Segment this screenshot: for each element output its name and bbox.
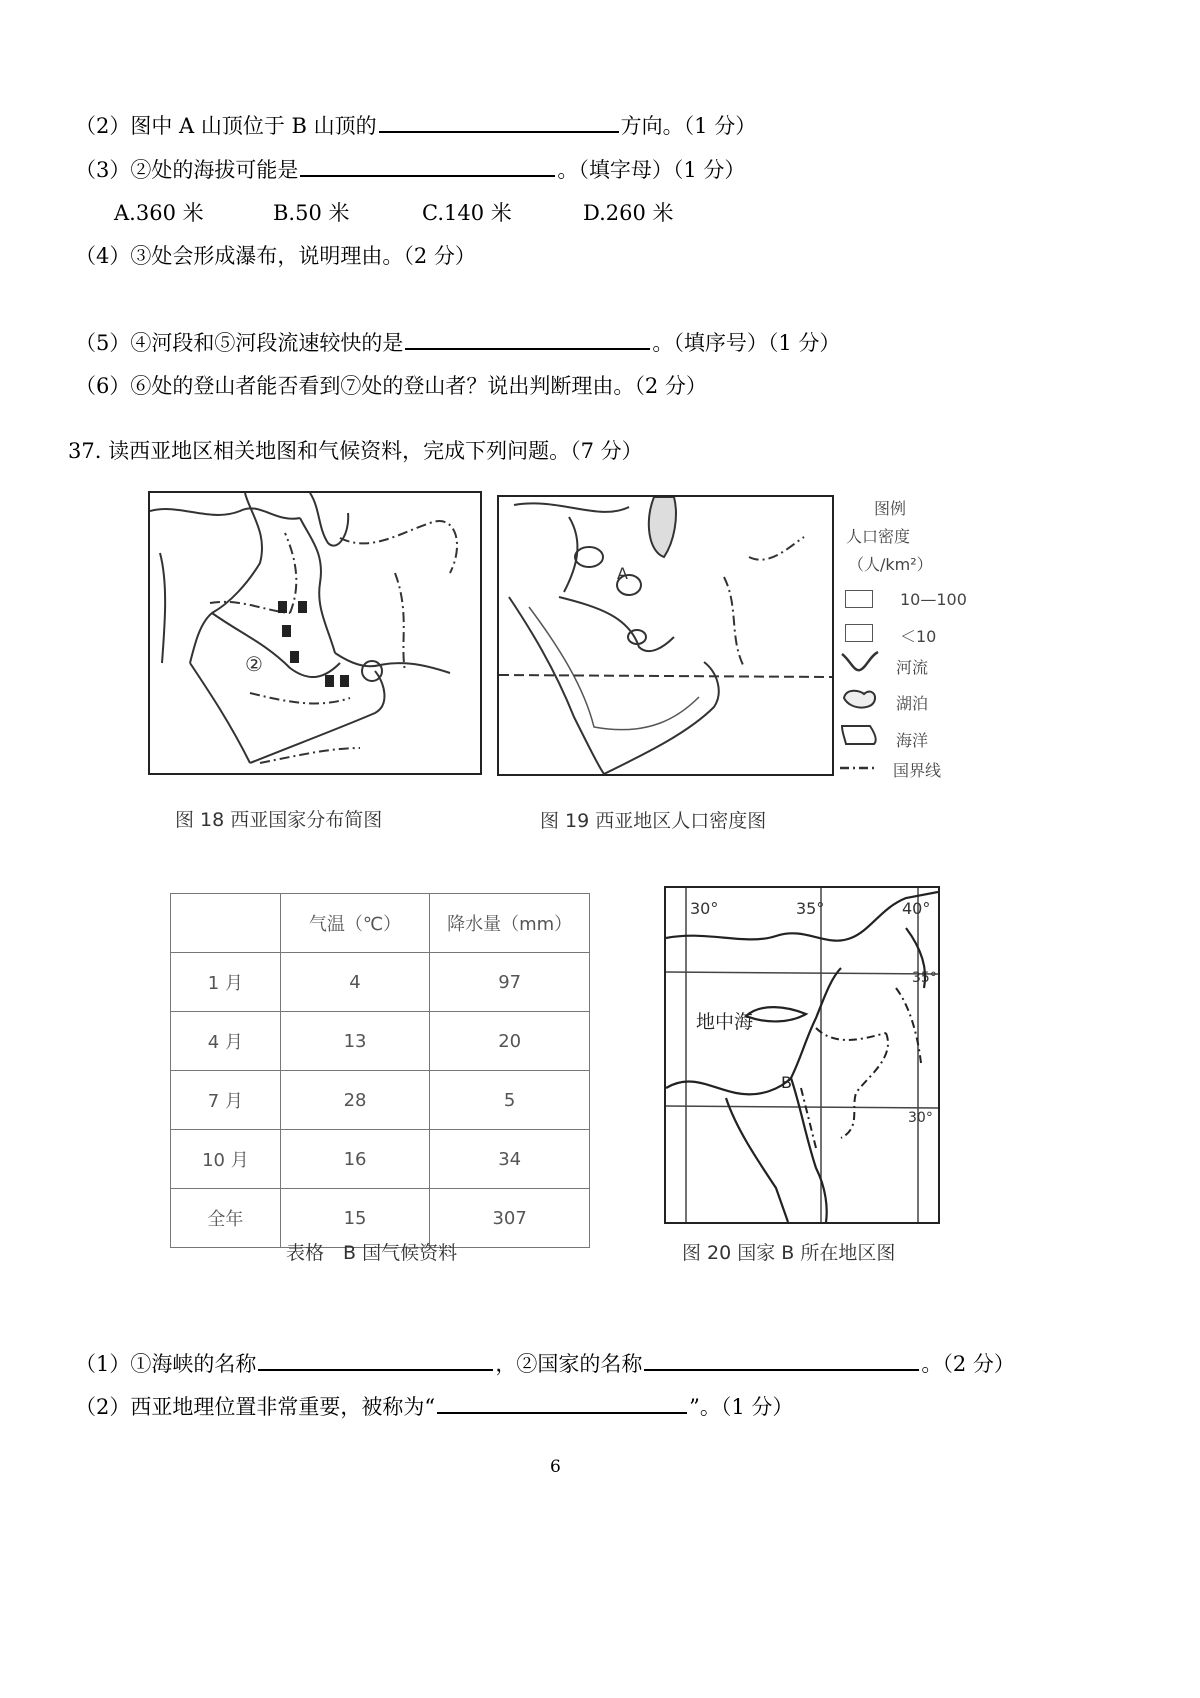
river-icon bbox=[840, 650, 880, 676]
q36-part4: （4）③处会形成瀑布，说明理由。（2 分） bbox=[75, 244, 476, 268]
lat-label-30: 30° bbox=[908, 1110, 933, 1126]
table-cell: 20 bbox=[430, 1012, 590, 1071]
legend-dense: 10—100 bbox=[900, 590, 967, 609]
legend-unit: （人/km²） bbox=[848, 555, 933, 574]
fig20-map bbox=[664, 886, 940, 1224]
table-header: 降水量（mm） bbox=[430, 894, 590, 953]
label-b: B bbox=[781, 1073, 792, 1092]
fig19-caption: 图 19 西亚地区人口密度图 bbox=[540, 810, 767, 832]
legend-lake: 湖泊 bbox=[896, 694, 929, 713]
lat-label-35: 35° bbox=[912, 970, 937, 986]
table-cell: 10 月 bbox=[171, 1130, 281, 1189]
lon-label-30: 30° bbox=[690, 899, 719, 918]
lon-label-35: 35° bbox=[796, 899, 825, 918]
answer-blank[interactable] bbox=[405, 328, 650, 350]
table-cell: 7 月 bbox=[171, 1071, 281, 1130]
table-cell: 15 bbox=[280, 1189, 430, 1248]
table-row bbox=[171, 953, 590, 1012]
legend-title: 图例 bbox=[874, 499, 907, 518]
answer-blank[interactable] bbox=[437, 1392, 687, 1414]
label-circle-2: ② bbox=[245, 652, 263, 676]
answer-blank[interactable] bbox=[300, 155, 555, 177]
answer-blank[interactable] bbox=[379, 111, 619, 133]
ocean-icon bbox=[840, 722, 880, 748]
table-header-row bbox=[171, 894, 590, 953]
country-b-region-map bbox=[666, 888, 938, 1222]
table-cell: 4 bbox=[280, 953, 430, 1012]
lake-icon bbox=[840, 686, 880, 712]
legend-river: 河流 bbox=[896, 658, 929, 677]
table-cell: 34 bbox=[430, 1130, 590, 1189]
option-a: A.360 米 bbox=[114, 201, 204, 225]
table-caption: 表格 B 国气候资料 bbox=[286, 1242, 458, 1264]
q37-title: 37. 读西亚地区相关地图和气候资料，完成下列问题。（7 分） bbox=[68, 439, 643, 463]
border-line-icon bbox=[840, 762, 880, 774]
fig18-map bbox=[148, 491, 482, 775]
option-c: C.140 米 bbox=[422, 201, 512, 225]
west-asia-country-map bbox=[150, 493, 480, 773]
legend-swatch-dense bbox=[845, 590, 873, 608]
answer-blank[interactable] bbox=[644, 1349, 919, 1371]
q36-part6: （6）⑥处的登山者能否看到⑦处的登山者？说出判断理由。（2 分） bbox=[75, 374, 707, 398]
sea-label: 地中海 bbox=[696, 1011, 754, 1033]
legend-ocean: 海洋 bbox=[896, 731, 929, 750]
table-cell: 97 bbox=[430, 953, 590, 1012]
fig18-caption: 图 18 西亚国家分布简图 bbox=[175, 809, 383, 831]
legend-border: 国界线 bbox=[893, 761, 942, 780]
table-header: 气温（℃） bbox=[280, 894, 430, 953]
legend-sparse: ＜10 bbox=[900, 627, 937, 646]
table-cell: 4 月 bbox=[171, 1012, 281, 1071]
answer-blank[interactable] bbox=[258, 1349, 493, 1371]
page-number: 6 bbox=[550, 1457, 561, 1477]
table-header bbox=[171, 894, 281, 953]
fig20-caption: 图 20 国家 B 所在地区图 bbox=[682, 1242, 896, 1264]
table-cell: 5 bbox=[430, 1071, 590, 1130]
climate-table bbox=[170, 893, 590, 1248]
population-density-map bbox=[499, 497, 832, 774]
fig19-map bbox=[497, 495, 834, 776]
lon-label-40: 40° bbox=[902, 899, 931, 918]
legend-swatch-sparse bbox=[845, 624, 873, 642]
option-d: D.260 米 bbox=[583, 201, 674, 225]
q37-part1: （1）①海峡的名称 ，②国家的名称 。（2 分） bbox=[75, 1349, 1015, 1378]
table-cell: 28 bbox=[280, 1071, 430, 1130]
table-row bbox=[171, 1130, 590, 1189]
q37-part2: （2）西亚地理位置非常重要，被称为“ ”。（1 分） bbox=[75, 1392, 793, 1421]
q36-part2: （2）图中 A 山顶位于 B 山顶的 方向。（1 分） bbox=[75, 111, 756, 140]
table-cell: 全年 bbox=[171, 1189, 281, 1248]
table-cell: 13 bbox=[280, 1012, 430, 1071]
table-cell: 16 bbox=[280, 1130, 430, 1189]
q36-part3: （3）②处的海拔可能是 。（填字母）（1 分） bbox=[75, 155, 745, 184]
legend-subtitle: 人口密度 bbox=[846, 527, 911, 546]
table-row bbox=[171, 1071, 590, 1130]
label-a: A bbox=[617, 564, 628, 583]
table-cell: 1 月 bbox=[171, 953, 281, 1012]
table-cell: 307 bbox=[430, 1189, 590, 1248]
table-row bbox=[171, 1012, 590, 1071]
q36-part5: （5）④河段和⑤河段流速较快的是 。（填序号）（1 分） bbox=[75, 328, 840, 357]
option-b: B.50 米 bbox=[273, 201, 350, 225]
